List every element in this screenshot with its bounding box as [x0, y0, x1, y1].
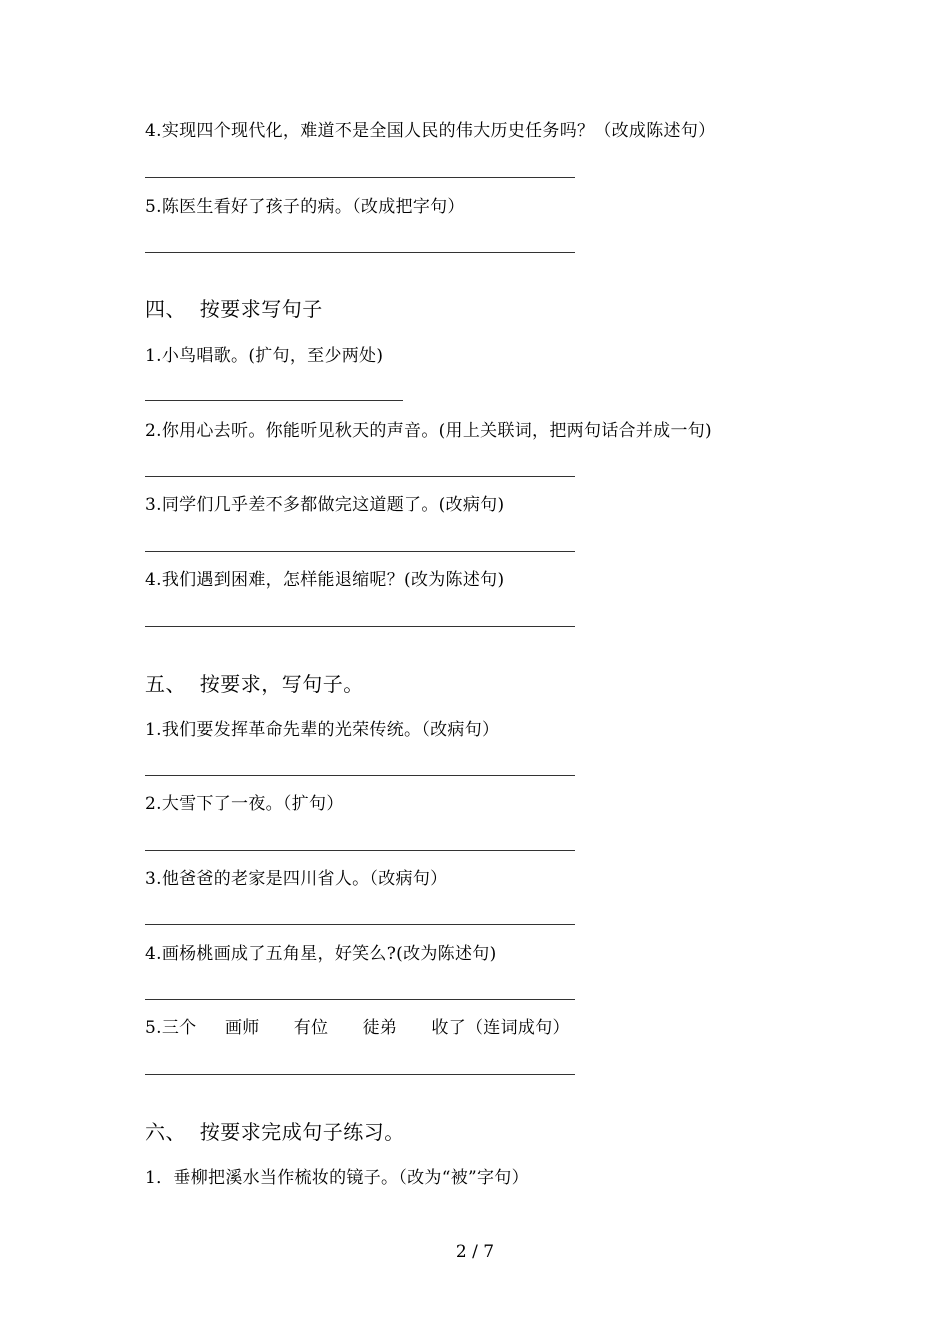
answer-line — [145, 626, 575, 627]
answer-line — [145, 400, 403, 401]
answer-line — [145, 999, 575, 1000]
answer-line — [145, 1074, 575, 1075]
question-4-1: 1.小鸟唱歌。(扩句，至少两处) — [145, 346, 384, 366]
answer-line — [145, 476, 575, 477]
question-5-5: 5.三个 画师 有位 徒弟 收了（连词成句） — [145, 1018, 570, 1038]
answer-line — [145, 551, 575, 552]
page-number: 2 / 7 — [455, 1242, 495, 1262]
question-4-4: 4.我们遇到困难，怎样能退缩呢？(改为陈述句) — [145, 570, 505, 590]
question-5-1: 1.我们要发挥革命先辈的光荣传统。（改病句） — [145, 720, 500, 740]
answer-line — [145, 924, 575, 925]
answer-line — [145, 177, 575, 178]
question-3-5: 5.陈医生看好了孩子的病。（改成把字句） — [145, 197, 465, 217]
answer-line — [145, 775, 575, 776]
question-5-3: 3.他爸爸的老家是四川省人。（改病句） — [145, 869, 448, 889]
question-5-2: 2.大雪下了一夜。（扩句） — [145, 794, 344, 814]
question-6-1: 1．垂柳把溪水当作梳妆的镜子。（改为“被”字句） — [145, 1168, 529, 1188]
question-4-2: 2.你用心去听。你能听见秋天的声音。(用上关联词，把两句话合并成一句) — [145, 421, 712, 441]
section-heading-4: 四、 按要求写句子 — [145, 297, 323, 321]
question-4-3: 3.同学们几乎差不多都做完这道题了。(改病句) — [145, 495, 505, 515]
section-heading-5: 五、 按要求，写句子。 — [145, 672, 364, 696]
question-3-4: 4.实现四个现代化，难道不是全国人民的伟大历史任务吗？（改成陈述句） — [145, 121, 716, 141]
answer-line — [145, 850, 575, 851]
question-5-4: 4.画杨桃画成了五角星，好笑么?(改为陈述句) — [145, 944, 497, 964]
answer-line — [145, 252, 575, 253]
section-heading-6: 六、 按要求完成句子练习。 — [145, 1120, 405, 1144]
